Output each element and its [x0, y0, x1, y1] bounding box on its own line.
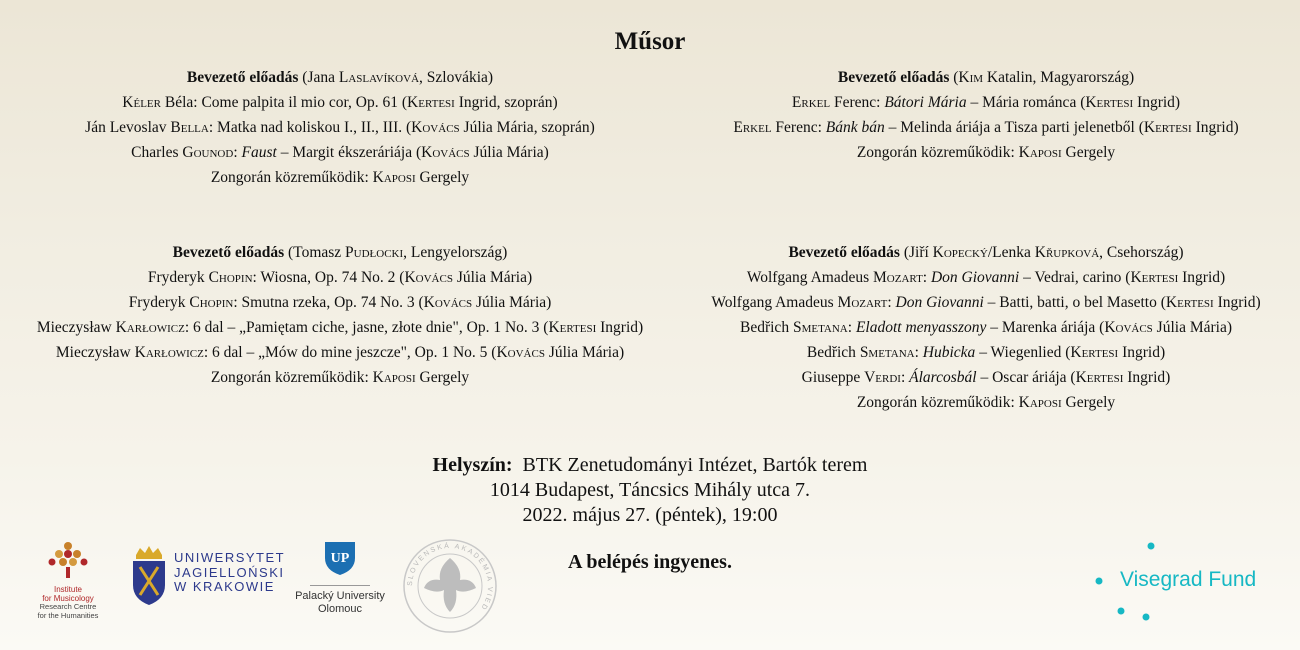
- program-line: Bedřich Smetana: Eladott menyasszony – Marenka áriája (Kovács Júlia Mária): [740, 319, 1232, 336]
- program-line: Mieczysław Karłowicz: 6 dal – „Mów do mine jeszcze", Op. 1 No. 5 (Kovács Júlia Mária): [55, 344, 625, 361]
- musicology-emblem-icon: [46, 540, 90, 580]
- seal-leaf-icon: [402, 538, 498, 634]
- palacky-university-logo: UP Palacký University Olomouc: [292, 540, 388, 615]
- program-line: Bevezető előadás (Kim Katalin, Magyarország): [837, 69, 1135, 86]
- svg-text:SLOVENSKÁ AKADÉMIA VIED: SLOVENSKÁ AKADÉMIA VIED: [406, 542, 494, 613]
- program-line: Erkel Ferenc: Bánk bán – Melinda áriája a Tisza parti jelenetből (Kertesi Ingrid): [733, 119, 1239, 136]
- logo-divider: [310, 585, 370, 586]
- slovak-academy-seal-logo: [402, 538, 498, 634]
- program-line: Bevezető előadás (Tomasz Pudłocki, Lengyelország): [172, 244, 508, 261]
- program-line: Wolfgang Amadeus Mozart: Don Giovanni – Vedrai, carino (Kertesi Ingrid): [746, 269, 1226, 286]
- venue-address: 1014 Budapest, Táncsics Mihály utca 7.: [489, 479, 811, 501]
- institute-musicology-logo: Institute for Musicology Research Centre for the Humanities: [28, 540, 108, 620]
- venue-place: Helyszín: BTK Zenetudományi Intézet, Bartók terem: [432, 454, 868, 476]
- jagiellonian-university-logo: UNIWERSYTET JAGIELLOŃSKI W KRAKOWIE: [130, 545, 290, 610]
- program-line: Fryderyk Chopin: Smutna rzeka, Op. 74 No. 3 (Kovács Júlia Mária): [128, 294, 552, 311]
- program-line: Bevezető előadás (Jiří Kopecký/Lenka Křupková, Csehország): [788, 244, 1184, 261]
- venue-datetime: 2022. május 27. (péntek), 19:00: [522, 504, 778, 526]
- program-line: Giuseppe Verdi: Álarcosbál – Oscar áriája (Kertesi Ingrid): [801, 369, 1171, 386]
- venue-info: [0, 453, 1300, 528]
- program-line: Zongorán közreműködik: Kaposi Gergely: [210, 369, 470, 386]
- program-line: Ján Levoslav Bella: Matka nad koliskou I., II., III. (Kovács Júlia Mária, szoprán): [85, 119, 595, 136]
- up-shield-icon: [323, 540, 357, 576]
- program-block-poland: [0, 240, 680, 390]
- program-line: Erkel Ferenc: Bátori Mária – Mária románca (Kertesi Ingrid): [791, 94, 1181, 111]
- program-block-czechia: [636, 240, 1300, 415]
- program-line: Bedřich Smetana: Hubicka – Wiegenlied (Kertesi Ingrid): [806, 344, 1166, 361]
- svg-text:UP: UP: [330, 551, 350, 566]
- program-line: Zongorán közreműködik: Kaposi Gergely: [856, 394, 1116, 411]
- page-title: Műsor: [614, 28, 686, 55]
- program-line: Bevezető előadás (Jana Laslavíková, Szlovákia): [186, 69, 494, 86]
- program-block-hungary: [636, 65, 1300, 165]
- program-line: Charles Gounod: Faust – Margit ékszeráriája (Kovács Júlia Mária): [131, 144, 549, 161]
- program-line: Fryderyk Chopin: Wiosna, Op. 74 No. 2 (Kovács Júlia Mária): [147, 269, 533, 286]
- crown-shield-icon: [130, 545, 168, 607]
- program-line: Zongorán közreműködik: Kaposi Gergely: [856, 144, 1116, 161]
- program-block-slovakia: [0, 65, 680, 190]
- program-line: Mieczysław Karłowicz: 6 dal – „Pamiętam ciche, jasne, złote dnie", Op. 1 No. 3 (Kertesi Ingrid): [36, 319, 644, 336]
- program-line: Zongorán közreműködik: Kaposi Gergely: [210, 169, 470, 186]
- program-line: Wolfgang Amadeus Mozart: Don Giovanni – Batti, batti, o bel Masetto (Kertesi Ingrid): [711, 294, 1261, 311]
- program-line: Kéler Béla: Come palpita il mio cor, Op. 61 (Kertesi Ingrid, szoprán): [122, 94, 558, 111]
- visegrad-fund-logo: Visegrad Fund: [1090, 538, 1280, 624]
- venue-label: Helyszín:: [432, 454, 513, 476]
- free-entry-notice: A belépés ingyenes.: [568, 551, 732, 573]
